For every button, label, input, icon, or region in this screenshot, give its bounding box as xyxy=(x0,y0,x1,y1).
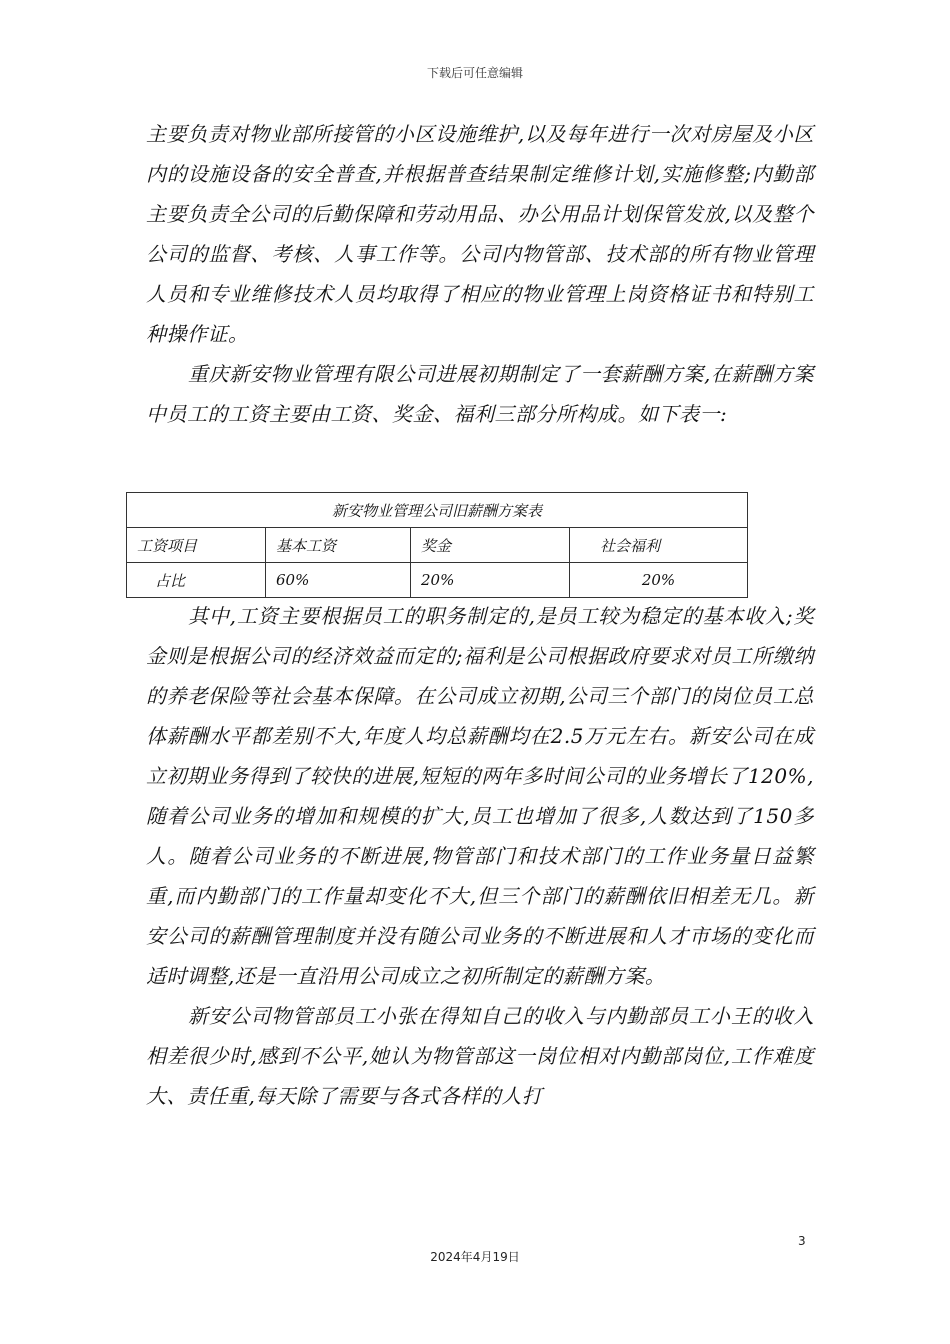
body-text-top xyxy=(146,114,814,434)
paragraph-continued: 主要负责对物业部所接管的小区设施维护,以及每年进行一次对房屋及小区内的设施设备的安全普查,并根据普查结果制定维修计划,实施修整;内勤部主要负责全公司的后勤保障和劳动用品、办公用品计划保管发放,以及整个公司的监督、考核、人事工作等。公司内物管部、技术部的所有物业管理人员和专业维修技术人员均取得了相应的物业管理上岗资格证书和特别工种操作证。 xyxy=(146,122,814,346)
table-title: 新安物业管理公司旧薪酬方案表 xyxy=(127,493,748,528)
paragraph-employee-case: 新安公司物管部员工小张在得知自己的收入与内勤部员工小王的收入相差很少时,感到不公平,她认为物管部这一岗位相对内勤部岗位,工作难度大、责任重,每天除了需要与各式各样的人打 xyxy=(146,1004,814,1108)
page-number: 3 xyxy=(798,1234,806,1248)
table-cell: 占比 xyxy=(127,563,266,598)
table-cell: 60% xyxy=(266,563,411,598)
table-cell: 20% xyxy=(570,563,748,598)
table-cell: 工资项目 xyxy=(127,528,266,563)
salary-table xyxy=(126,492,748,598)
table-cell: 基本工资 xyxy=(266,528,411,563)
table-cell: 社会福利 xyxy=(570,528,748,563)
paragraph-salary-intro: 重庆新安物业管理有限公司进展初期制定了一套薪酬方案,在薪酬方案中员工的工资主要由工资、奖金、福利三部分所构成。如下表一: xyxy=(146,362,814,426)
table-title-row xyxy=(127,493,748,528)
footer-date: 2024年4月19日 xyxy=(430,1250,520,1264)
table-data-row xyxy=(127,563,748,598)
table-cell: 20% xyxy=(411,563,570,598)
table-cell: 奖金 xyxy=(411,528,570,563)
body-text-bottom xyxy=(146,596,814,1116)
page-header: 下载后可任意编辑 xyxy=(426,66,523,80)
table-header-row xyxy=(127,528,748,563)
paragraph-salary-details: 其中,工资主要根据员工的职务制定的,是员工较为稳定的基本收入;奖金则是根据公司的经济效益而定的;福利是公司根据政府要求对员工所缴纳的养老保险等社会基本保障。在公司成立初期,公司三个部门的岗位员工总体薪酬水平都差别不大,年度人均总薪酬均在2.5万元左右。新安公司在成立初期业务得到了较快的进展,短短的两年多时间公司的业务增长了120%,随着公司业务的增加和规模的扩大,员工也增加了很多,人数达到了150多人。随着公司业务的不断进展,物管部门和技术部门的工作业务量日益繁重,而内勤部门的工作量却变化不大,但三个部门的薪酬依旧相差无几。新安公司的薪酬管理制度并没有随公司业务的不断进展和人才市场的变化而适时调整,还是一直沿用公司成立之初所制定的薪酬方案。 xyxy=(146,604,814,988)
salary-table-container xyxy=(126,492,748,598)
